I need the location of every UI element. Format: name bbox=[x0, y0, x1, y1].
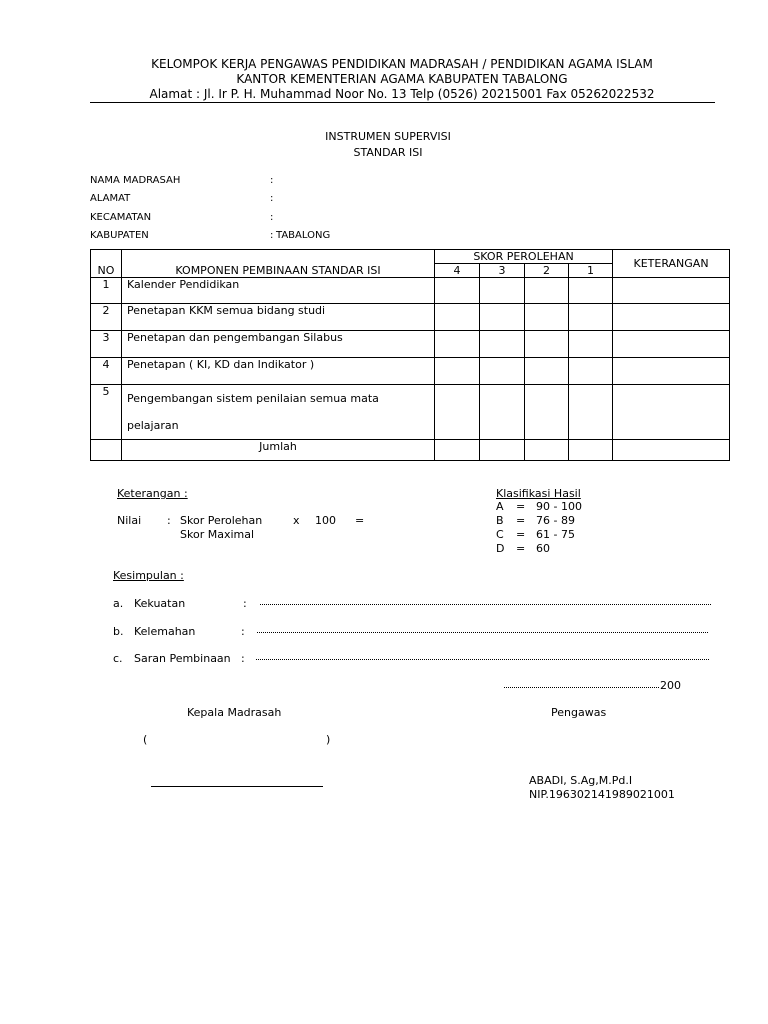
grade-range: 76 - 89 bbox=[536, 514, 575, 527]
item-marker: c. bbox=[113, 652, 123, 665]
signature-line[interactable] bbox=[151, 786, 323, 787]
item-label: Saran Pembinaan bbox=[134, 652, 231, 665]
row-number: 2 bbox=[91, 304, 122, 331]
header-score-1: 1 bbox=[569, 264, 613, 278]
total-remark-cell[interactable] bbox=[613, 440, 730, 461]
formula-equals: = bbox=[355, 514, 365, 527]
score-cell[interactable] bbox=[569, 358, 613, 385]
remark-cell[interactable] bbox=[613, 331, 730, 358]
row-item-line: pelajaran bbox=[127, 419, 179, 432]
saran-fill-line[interactable] bbox=[256, 659, 709, 660]
letterhead-rule bbox=[90, 102, 715, 103]
item-colon: : bbox=[241, 652, 245, 665]
item-marker: a. bbox=[113, 597, 124, 610]
score-cell[interactable] bbox=[435, 331, 480, 358]
score-cell[interactable] bbox=[480, 331, 525, 358]
score-cell[interactable] bbox=[480, 278, 525, 304]
score-cell[interactable] bbox=[435, 358, 480, 385]
info-value[interactable]: TABALONG bbox=[276, 230, 331, 241]
name-paren-close: ) bbox=[326, 733, 331, 746]
pengawas-nip: NIP.196302141989021001 bbox=[529, 788, 675, 801]
header-no: NO bbox=[91, 250, 122, 278]
header-score-2: 2 bbox=[525, 264, 569, 278]
info-separator: : bbox=[270, 212, 274, 223]
remark-cell[interactable] bbox=[613, 358, 730, 385]
grade-letter: C bbox=[496, 528, 504, 541]
grade-range: 61 - 75 bbox=[536, 528, 575, 541]
grade-range: 90 - 100 bbox=[536, 500, 582, 513]
score-cell[interactable] bbox=[480, 385, 525, 440]
score-cell[interactable] bbox=[435, 278, 480, 304]
item-colon: : bbox=[241, 625, 245, 638]
row-item: Penetapan KKM semua bidang studi bbox=[122, 304, 435, 331]
grade-letter: B bbox=[496, 514, 504, 527]
info-separator: : bbox=[270, 230, 274, 241]
grade-equals: = bbox=[516, 514, 526, 527]
klasifikasi-heading: Klasifikasi Hasil bbox=[496, 487, 581, 500]
grade-equals: = bbox=[516, 500, 526, 513]
keterangan-heading: Keterangan : bbox=[117, 487, 188, 500]
header-score-3: 3 bbox=[480, 264, 525, 278]
grade-range: 60 bbox=[536, 542, 550, 555]
document-title: INSTRUMEN SUPERVISI bbox=[325, 130, 451, 143]
nilai-colon: : bbox=[167, 514, 171, 527]
row-item-line: Pengembangan sistem penilaian semua mata bbox=[127, 392, 379, 405]
score-cell[interactable] bbox=[435, 385, 480, 440]
grade-equals: = bbox=[516, 528, 526, 541]
score-cell[interactable] bbox=[569, 385, 613, 440]
row-number: 4 bbox=[91, 358, 122, 385]
supervision-table bbox=[90, 249, 730, 461]
row-number: 3 bbox=[91, 331, 122, 358]
info-label: KECAMATAN bbox=[90, 212, 152, 223]
letterhead-line-1: KELOMPOK KERJA PENGAWAS PENDIDIKAN MADRASAH / PENDIDIKAN AGAMA ISLAM bbox=[151, 57, 653, 71]
score-cell[interactable] bbox=[569, 331, 613, 358]
grade-equals: = bbox=[516, 542, 526, 555]
row-number: 1 bbox=[91, 278, 122, 304]
row-item: Kalender Pendidikan bbox=[122, 278, 435, 304]
remark-cell[interactable] bbox=[613, 304, 730, 331]
kelemahan-fill-line[interactable] bbox=[257, 632, 708, 633]
total-score-cell[interactable] bbox=[525, 440, 569, 461]
table-row bbox=[91, 358, 730, 385]
score-cell[interactable] bbox=[525, 385, 569, 440]
row-number: 5 bbox=[91, 385, 122, 440]
item-label: Kelemahan bbox=[134, 625, 196, 638]
info-label: KABUPATEN bbox=[90, 230, 149, 241]
date-suffix: 200 bbox=[660, 679, 681, 692]
total-score-cell[interactable] bbox=[435, 440, 480, 461]
total-no-cell bbox=[91, 440, 122, 461]
kepala-name-field[interactable] bbox=[152, 734, 324, 748]
formula-denominator: Skor Maximal bbox=[180, 528, 255, 541]
name-paren-open: ( bbox=[143, 733, 148, 746]
grade-letter: A bbox=[496, 500, 504, 513]
item-colon: : bbox=[243, 597, 247, 610]
table-row bbox=[91, 304, 730, 331]
formula-hundred: 100 bbox=[315, 514, 336, 527]
info-separator: : bbox=[270, 175, 274, 186]
total-label: Jumlah bbox=[122, 440, 435, 461]
grade-letter: D bbox=[496, 542, 505, 555]
row-item bbox=[122, 385, 435, 440]
row-item: Penetapan ( KI, KD dan Indikator ) bbox=[122, 358, 435, 385]
info-label: NAMA MADRASAH bbox=[90, 175, 181, 186]
formula-times: x bbox=[293, 514, 300, 527]
letterhead-line-2: KANTOR KEMENTERIAN AGAMA KABUPATEN TABALONG bbox=[236, 72, 568, 86]
table-row bbox=[91, 331, 730, 358]
score-cell[interactable] bbox=[435, 304, 480, 331]
score-cell[interactable] bbox=[525, 278, 569, 304]
header-keterangan: KETERANGAN bbox=[613, 250, 730, 278]
score-cell[interactable] bbox=[480, 304, 525, 331]
item-label: Kekuatan bbox=[134, 597, 186, 610]
score-cell[interactable] bbox=[569, 304, 613, 331]
nilai-label: Nilai bbox=[117, 514, 142, 527]
table-row bbox=[91, 278, 730, 304]
info-separator: : bbox=[270, 193, 274, 204]
kepala-madrasah-title: Kepala Madrasah bbox=[187, 706, 282, 719]
score-cell[interactable] bbox=[480, 358, 525, 385]
remark-cell[interactable] bbox=[613, 278, 730, 304]
total-row bbox=[91, 440, 730, 461]
letterhead-address: Alamat : Jl. Ir P. H. Muhammad Noor No. 13 Telp (0526) 20215001 Fax 05262022532 bbox=[149, 87, 655, 101]
total-score-cell[interactable] bbox=[569, 440, 613, 461]
pengawas-title: Pengawas bbox=[551, 706, 607, 719]
total-score-cell[interactable] bbox=[480, 440, 525, 461]
item-marker: b. bbox=[113, 625, 124, 638]
document-subtitle: STANDAR ISI bbox=[353, 146, 423, 159]
remark-cell[interactable] bbox=[613, 385, 730, 440]
header-score-4: 4 bbox=[435, 264, 480, 278]
kekuatan-fill-line[interactable] bbox=[260, 604, 711, 605]
row-item: Penetapan dan pengembangan Silabus bbox=[122, 331, 435, 358]
date-fill-line[interactable] bbox=[504, 687, 659, 688]
kesimpulan-heading: Kesimpulan : bbox=[113, 569, 184, 582]
table-row bbox=[91, 385, 730, 440]
score-cell[interactable] bbox=[569, 278, 613, 304]
score-cell[interactable] bbox=[525, 304, 569, 331]
header-skor: SKOR PEROLEHAN bbox=[435, 250, 613, 264]
info-label: ALAMAT bbox=[90, 193, 131, 204]
formula-numerator: Skor Perolehan bbox=[180, 514, 263, 527]
score-cell[interactable] bbox=[525, 331, 569, 358]
pengawas-name: ABADI, S.Ag,M.Pd.I bbox=[529, 774, 633, 787]
header-komponen: KOMPONEN PEMBINAAN STANDAR ISI bbox=[122, 250, 435, 278]
score-cell[interactable] bbox=[525, 358, 569, 385]
